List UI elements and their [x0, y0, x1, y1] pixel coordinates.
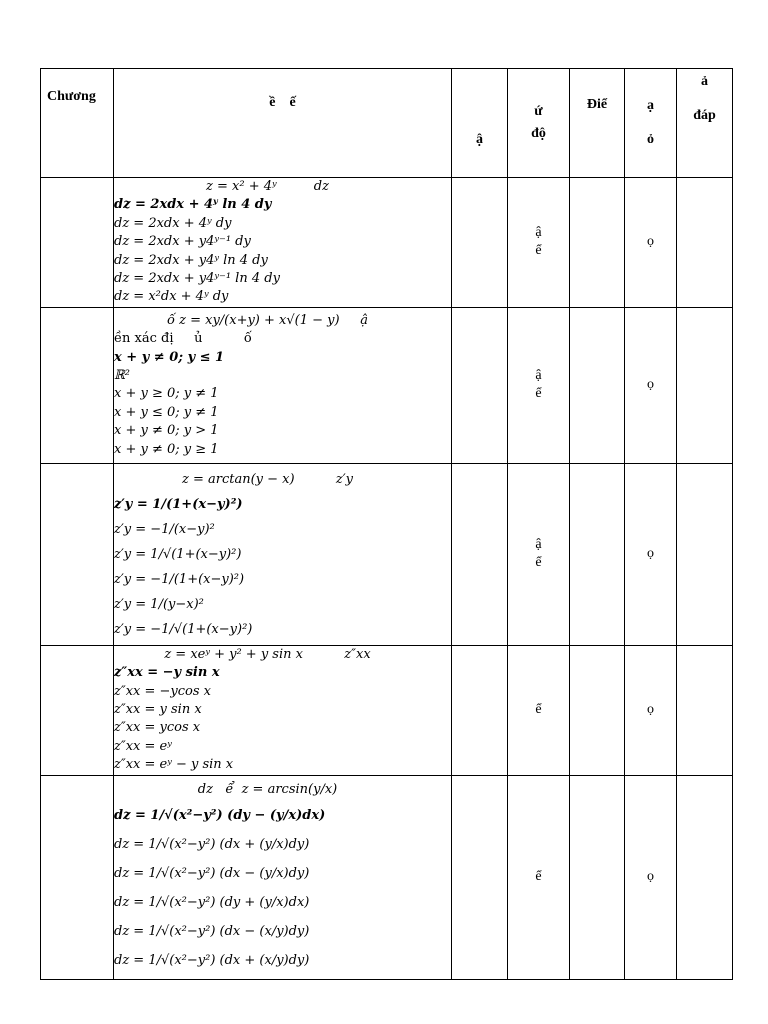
type-cell: ọ: [625, 307, 677, 463]
answer-option: x + y ≥ 0; y ≠ 1: [114, 386, 219, 402]
level-cell: [508, 645, 570, 775]
answer-option: z′y = −1/(x−y)²: [114, 521, 215, 537]
question-stem: ố z = xy/(x+y) + x√(1 − y) ậ: [167, 312, 368, 328]
type-cell: ọ: [625, 463, 677, 645]
header-chapter: Chương: [41, 69, 114, 178]
question-content: [114, 463, 452, 645]
header-key: [677, 69, 733, 178]
header-level-line1: ứ: [534, 104, 543, 119]
header-type-line2: ỏ: [647, 132, 654, 147]
answer-option: x + y ≠ 0; y ≥ 1: [114, 441, 219, 457]
header-content: [114, 69, 452, 178]
level-line1: ậ: [535, 368, 542, 384]
chapter-cell: [41, 463, 114, 645]
header-score: [570, 69, 625, 178]
answer-option: x + y ≤ 0; y ≠ 1: [114, 404, 219, 420]
answer-option: z″xx = y sin x: [114, 702, 202, 718]
answer-option: dz = 1/√(x²−y²) (dx + (x/y)dy): [114, 953, 310, 969]
question-row: [41, 178, 733, 308]
header-score-label: Điể: [586, 97, 608, 112]
answer-option-correct: z″xx = −y sin x: [114, 665, 220, 681]
answer-option: z″xx = eʸ: [114, 738, 172, 754]
answer-cell: [452, 307, 508, 463]
answer-option: z′y = 1/√(1+(x−y)²): [114, 546, 242, 562]
answer-option-correct: dz = 2xdx + 4ʸ ln 4 dy: [114, 197, 272, 213]
answer-cell: [452, 775, 508, 979]
answer-option: dz = 1/√(x²−y²) (dx − (x/y)dy): [114, 924, 310, 940]
level-line2: ể: [535, 555, 542, 571]
answer-option: dz = 2xdx + 4ʸ dy: [114, 215, 232, 231]
type-cell: ọ: [625, 645, 677, 775]
type-cell: ọ: [625, 775, 677, 979]
level-line1: ể: [535, 869, 542, 885]
level-line2: ể: [535, 243, 542, 259]
answer-option: dz = x²dx + 4ʸ dy: [114, 289, 229, 305]
chapter-cell: [41, 775, 114, 979]
answer-option-correct: z′y = 1/(1+(x−y)²): [114, 496, 243, 512]
answer-option: ℝ²: [114, 367, 131, 383]
chapter-cell: [41, 307, 114, 463]
header-key-line1: ả: [701, 74, 708, 89]
level-line1: ậ: [535, 537, 542, 553]
answer-option: x + y ≠ 0; y > 1: [114, 423, 219, 439]
header-level: [508, 69, 570, 178]
score-cell: [570, 307, 625, 463]
answer-option: dz = 1/√(x²−y²) (dy + (y/x)dx): [114, 895, 310, 911]
key-cell: [677, 307, 733, 463]
level-cell: [508, 463, 570, 645]
answer-option: z″xx = ycos x: [114, 720, 201, 736]
level-cell: [508, 307, 570, 463]
question-row: [41, 645, 733, 775]
answer-option: z″xx = eʸ − y sin x: [114, 757, 234, 773]
question-stem: dz ể z = arcsin(y/x): [197, 782, 338, 798]
key-cell: [677, 463, 733, 645]
answer-option: dz = 2xdx + y4ʸ⁻¹ ln 4 dy: [114, 271, 280, 287]
header-key-line2: đáp: [693, 108, 716, 123]
question-stem: z = arctan(y − x) z′y: [181, 471, 354, 487]
chapter-cell: [41, 645, 114, 775]
score-cell: [570, 775, 625, 979]
question-table: [40, 68, 733, 980]
question-content: [114, 775, 452, 979]
question-stem: z = x² + 4ʸ dz: [206, 179, 329, 194]
level-line1: ể: [535, 702, 542, 718]
header-answer-label: ậ: [476, 132, 483, 147]
question-stem-line2: ền xác đị ủ ố: [114, 331, 252, 347]
question-content: [114, 307, 452, 463]
answer-cell: [452, 463, 508, 645]
answer-option: z′y = −1/√(1+(x−y)²): [114, 621, 253, 637]
key-cell: [677, 775, 733, 979]
chapter-cell: [41, 178, 114, 308]
question-row: [41, 463, 733, 645]
header-type-line1: ạ: [647, 98, 654, 113]
question-stem: z = xeʸ + y² + y sin x z″xx: [164, 646, 371, 662]
header-type: [625, 69, 677, 178]
level-cell: [508, 775, 570, 979]
answer-option: dz = 2xdx + y4ʸ ln 4 dy: [114, 252, 268, 268]
question-row: [41, 307, 733, 463]
score-cell: [570, 178, 625, 308]
type-cell: ọ: [625, 178, 677, 308]
header-row: [41, 69, 733, 178]
answer-option-correct: x + y ≠ 0; y ≤ 1: [114, 349, 225, 365]
question-content: [114, 178, 452, 308]
answer-option: z′y = −1/(1+(x−y)²): [114, 571, 245, 587]
score-cell: [570, 463, 625, 645]
level-line1: ậ: [535, 225, 542, 241]
answer-cell: [452, 645, 508, 775]
answer-cell: [452, 178, 508, 308]
answer-option-correct: dz = 1/√(x²−y²) (dy − (y/x)dx): [114, 808, 326, 824]
key-cell: [677, 178, 733, 308]
level-cell: [508, 178, 570, 308]
score-cell: [570, 645, 625, 775]
header-level-line2: độ: [531, 126, 546, 141]
answer-option: dz = 1/√(x²−y²) (dx − (y/x)dy): [114, 866, 310, 882]
answer-option: dz = 2xdx + y4ʸ⁻¹ dy: [114, 234, 251, 250]
header-content-label: ề ế: [269, 95, 296, 110]
answer-option: z′y = 1/(y−x)²: [114, 596, 204, 612]
answer-option: dz = 1/√(x²−y²) (dx + (y/x)dy): [114, 837, 310, 853]
answer-option: z″xx = −ycos x: [114, 683, 212, 699]
key-cell: [677, 645, 733, 775]
level-line2: ể: [535, 386, 542, 402]
question-content: [114, 645, 452, 775]
question-row: [41, 775, 733, 979]
header-answer: [452, 69, 508, 178]
